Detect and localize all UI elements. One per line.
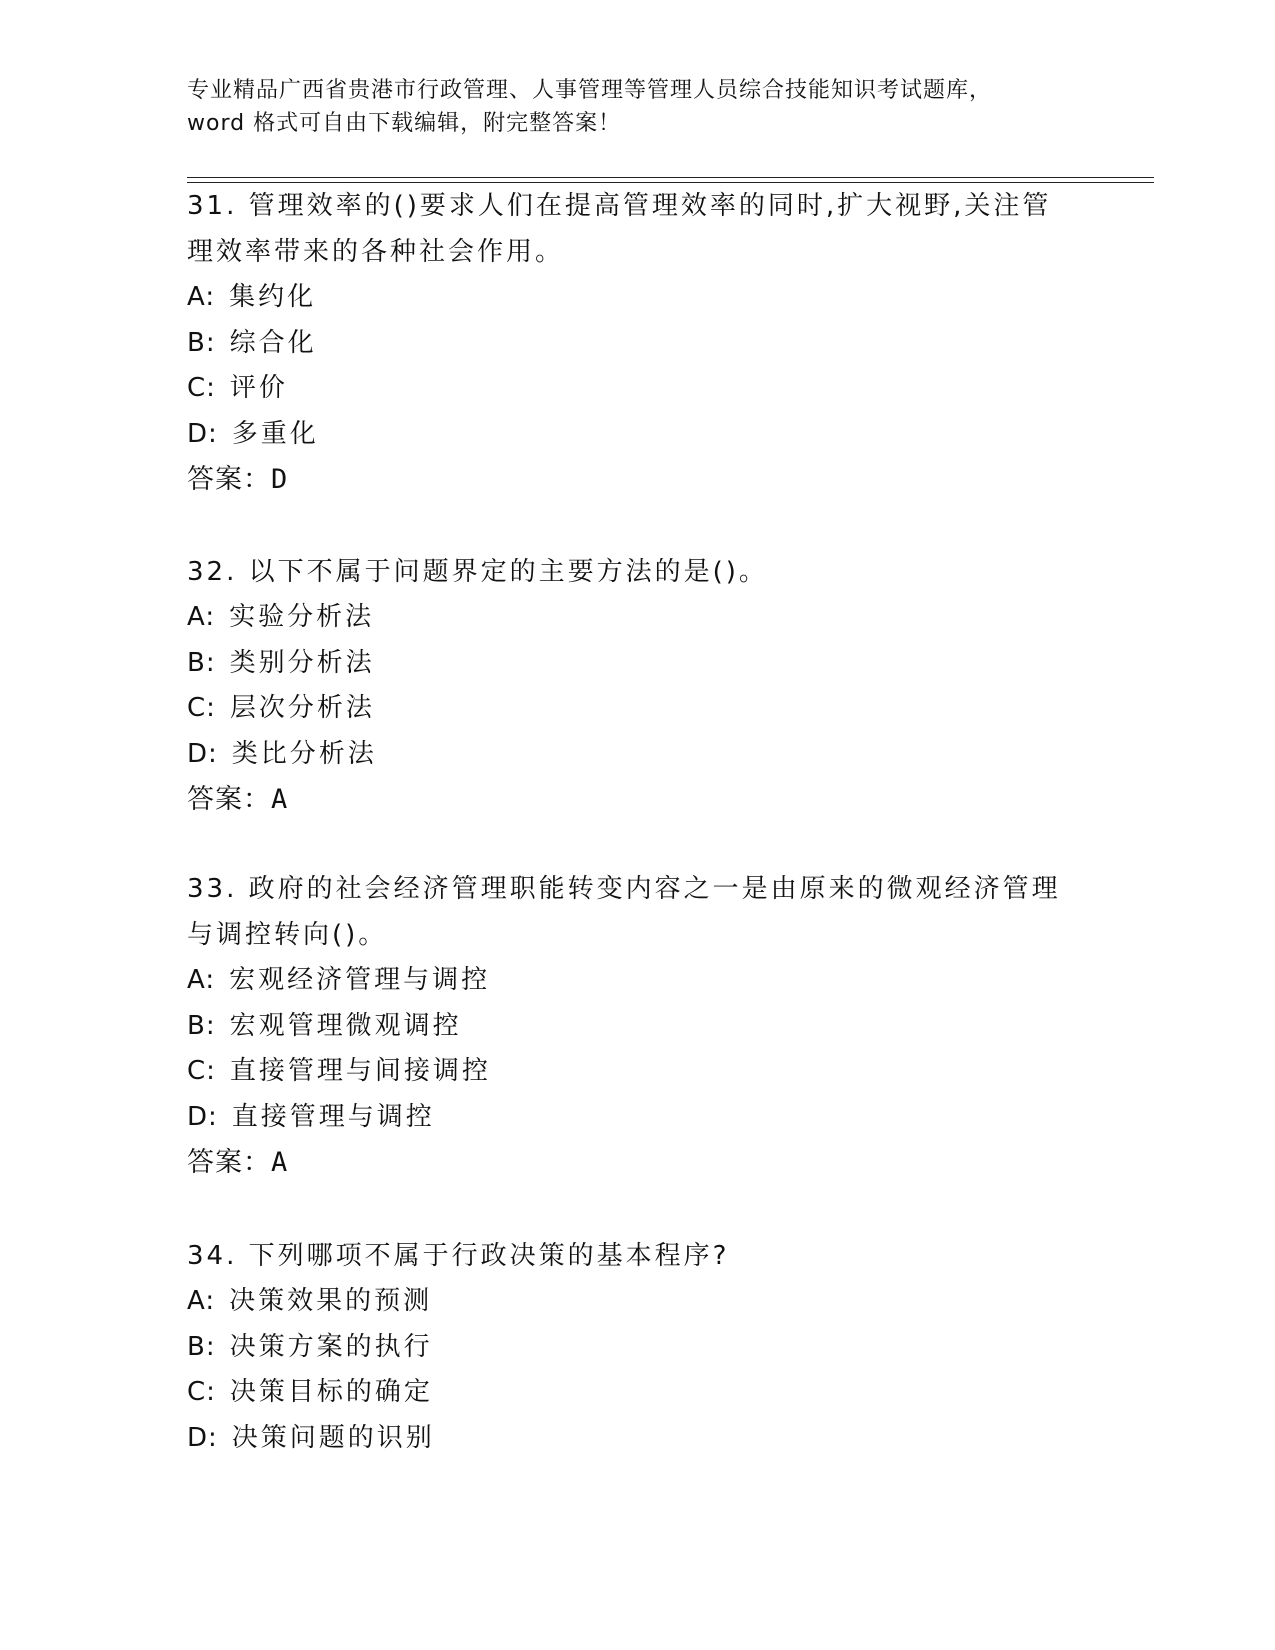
option-text: 决策方案的执行: [229, 1331, 433, 1362]
question-stem: [187, 549, 1087, 595]
option-a: [187, 958, 1087, 1004]
stem-line: 与调控转向()。: [187, 920, 388, 950]
answer-line: [187, 1140, 1087, 1186]
option-text: 决策效果的预测: [229, 1286, 433, 1316]
option-key: B:: [187, 327, 216, 358]
option-text: 集约化: [229, 282, 317, 312]
option-key: D:: [187, 738, 218, 769]
option-text: 决策目标的确定: [229, 1377, 433, 1407]
question-34: [187, 1233, 1087, 1461]
question-31: [187, 183, 1087, 503]
option-c: [187, 1049, 1087, 1095]
option-key: A:: [187, 1286, 216, 1316]
header-line-2: word 格式可自由下载编辑，附完整答案！: [187, 111, 622, 136]
option-key: A:: [187, 965, 216, 995]
option-c: [187, 1370, 1087, 1416]
option-key: B:: [187, 1331, 216, 1362]
option-key: A:: [187, 282, 216, 312]
option-a: [187, 1279, 1087, 1325]
header-divider-top: [187, 177, 1154, 178]
option-text: 宏观管理微观调控: [229, 1010, 462, 1041]
option-key: D:: [187, 1101, 218, 1132]
question-stem: [187, 1233, 1087, 1279]
answer-value: A: [271, 784, 289, 815]
option-a: [187, 595, 1087, 641]
option-key: D:: [187, 418, 218, 449]
option-c: [187, 686, 1087, 732]
answer-label: 答案：: [187, 464, 271, 495]
stem-line: 理效率带来的各种社会作用。: [187, 237, 565, 267]
option-key: C:: [187, 693, 216, 723]
option-key: C:: [187, 1377, 216, 1407]
option-b: [187, 1004, 1087, 1050]
option-d: [187, 1416, 1087, 1462]
option-key: C:: [187, 1056, 216, 1086]
option-key: B:: [187, 1010, 216, 1041]
stem-line: 33. 政府的社会经济管理职能转变内容之一是由原来的微观经济管理: [187, 874, 1061, 904]
stem-line: 32. 以下不属于问题界定的主要方法的是()。: [187, 557, 768, 587]
option-text: 宏观经济管理与调控: [229, 965, 491, 995]
option-d: [187, 1095, 1087, 1141]
option-text: 决策问题的识别: [231, 1422, 435, 1453]
option-text: 直接管理与调控: [231, 1101, 435, 1132]
option-b: [187, 641, 1087, 687]
option-d: [187, 412, 1087, 458]
answer-value: D: [271, 464, 289, 495]
answer-line: [187, 457, 1087, 503]
question-stem: [187, 183, 1087, 275]
answer-label: 答案：: [187, 784, 271, 815]
answer-label: 答案：: [187, 1147, 271, 1178]
header-line-1: 专业精品广西省贵港市行政管理、人事管理等管理人员综合技能知识考试题库，: [187, 78, 993, 103]
option-b: [187, 1325, 1087, 1371]
question-stem: [187, 866, 1087, 958]
option-text: 层次分析法: [229, 693, 375, 723]
document-header: [187, 74, 1087, 140]
option-d: [187, 732, 1087, 778]
option-text: 实验分析法: [229, 602, 375, 632]
option-text: 多重化: [231, 418, 319, 449]
option-text: 综合化: [229, 327, 317, 358]
option-key: A:: [187, 602, 216, 632]
option-text: 类别分析法: [229, 647, 375, 678]
option-c: [187, 366, 1087, 412]
option-text: 评价: [229, 373, 288, 403]
option-text: 类比分析法: [231, 738, 377, 769]
option-b: [187, 321, 1087, 367]
question-32: [187, 549, 1087, 823]
stem-line: 31. 管理效率的()要求人们在提高管理效率的同时,扩大视野,关注管: [187, 191, 1052, 221]
option-key: D:: [187, 1422, 218, 1453]
question-33: [187, 866, 1087, 1186]
answer-value: A: [271, 1147, 289, 1178]
answer-line: [187, 777, 1087, 823]
stem-line: 34. 下列哪项不属于行政决策的基本程序?: [187, 1241, 730, 1271]
option-text: 直接管理与间接调控: [229, 1056, 491, 1086]
option-key: C:: [187, 373, 216, 403]
option-key: B:: [187, 647, 216, 678]
option-a: [187, 275, 1087, 321]
